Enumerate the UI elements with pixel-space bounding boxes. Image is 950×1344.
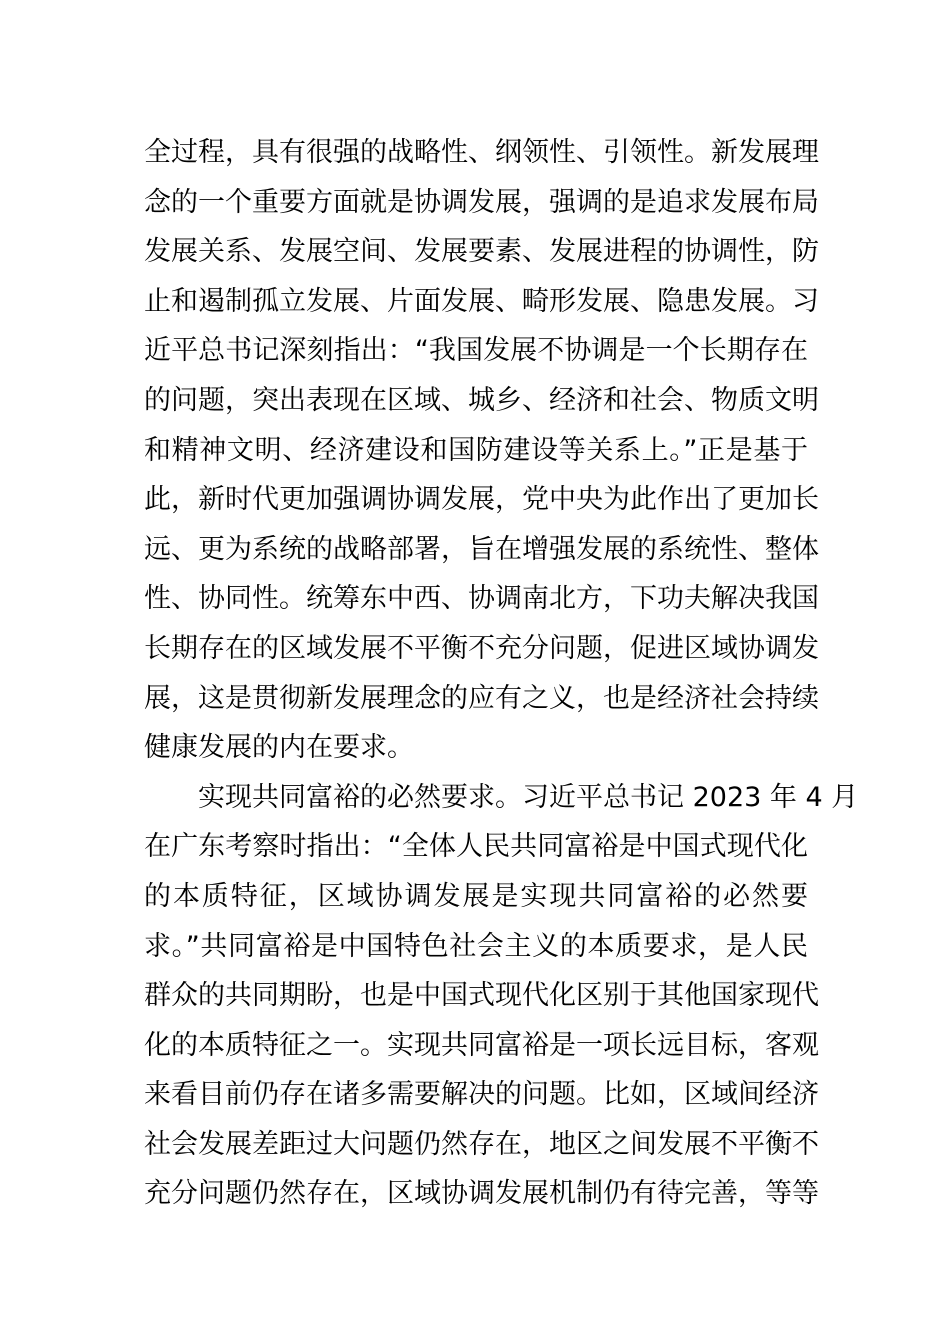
paragraph-line: 发展关系、发展空间、发展要素、发展进程的协调性，防 xyxy=(144,236,819,268)
paragraph-line: 近平总书记深刻指出：“我国发展不协调是一个长期存在 xyxy=(144,335,808,367)
paragraph-line: 此，新时代更加强调协调发展，党中央为此作出了更加长 xyxy=(144,484,819,516)
paragraph-line: 止和遏制孤立发展、片面发展、畸形发展、隐患发展。习 xyxy=(144,285,819,317)
paragraph-line: 来看目前仍存在诸多需要解决的问题。比如，区域间经济 xyxy=(144,1079,819,1111)
paragraph-heading-line: 实现共同富裕的必然要求。习近平总书记 2023 年 4 月 xyxy=(198,781,859,813)
paragraph-line: 全过程，具有很强的战略性、纲领性、引领性。新发展理 xyxy=(144,137,819,168)
paragraph-line: 社会发展差距过大问题仍然存在，地区之间发展不平衡不 xyxy=(144,1128,819,1160)
paragraph-line: 在广东考察时指出：“全体人民共同富裕是中国式现代化 xyxy=(144,831,808,863)
paragraph-1 xyxy=(144,128,819,773)
paragraph-line: 求。”共同富裕是中国特色社会主义的本质要求，是人民 xyxy=(144,930,808,962)
paragraph-line: 长期存在的区域发展不平衡不充分问题，促进区域协调发 xyxy=(144,632,819,664)
paragraph-line: 和精神文明、经济建设和国防建设等关系上。”正是基于 xyxy=(144,434,808,466)
paragraph-line: 的问题，突出表现在区域、城乡、经济和社会、物质文明 xyxy=(144,384,819,416)
paragraph-line: 远、更为系统的战略部署，旨在增强发展的系统性、整体 xyxy=(144,533,819,565)
paragraph-line: 的本质特征，区域协调发展是实现共同富裕的必然要 xyxy=(144,880,808,912)
paragraph-line: 展，这是贯彻新发展理念的应有之义，也是经济社会持续 xyxy=(144,682,819,714)
document-body xyxy=(144,128,859,1219)
paragraph-line: 念的一个重要方面就是协调发展，强调的是追求发展布局 xyxy=(144,186,819,218)
paragraph-2 xyxy=(144,773,859,1219)
paragraph-line: 健康发展的内在要求。 xyxy=(144,732,414,764)
paragraph-line: 化的本质特征之一。实现共同富裕是一项长远目标，客观 xyxy=(144,1029,819,1061)
paragraph-line: 性、协同性。统筹东中西、协调南北方，下功夫解决我国 xyxy=(144,583,819,615)
paragraph-line: 群众的共同期盼，也是中国式现代化区别于其他国家现代 xyxy=(144,980,819,1012)
paragraph-line: 充分问题仍然存在，区域协调发展机制仍有待完善，等等 xyxy=(144,1178,819,1210)
